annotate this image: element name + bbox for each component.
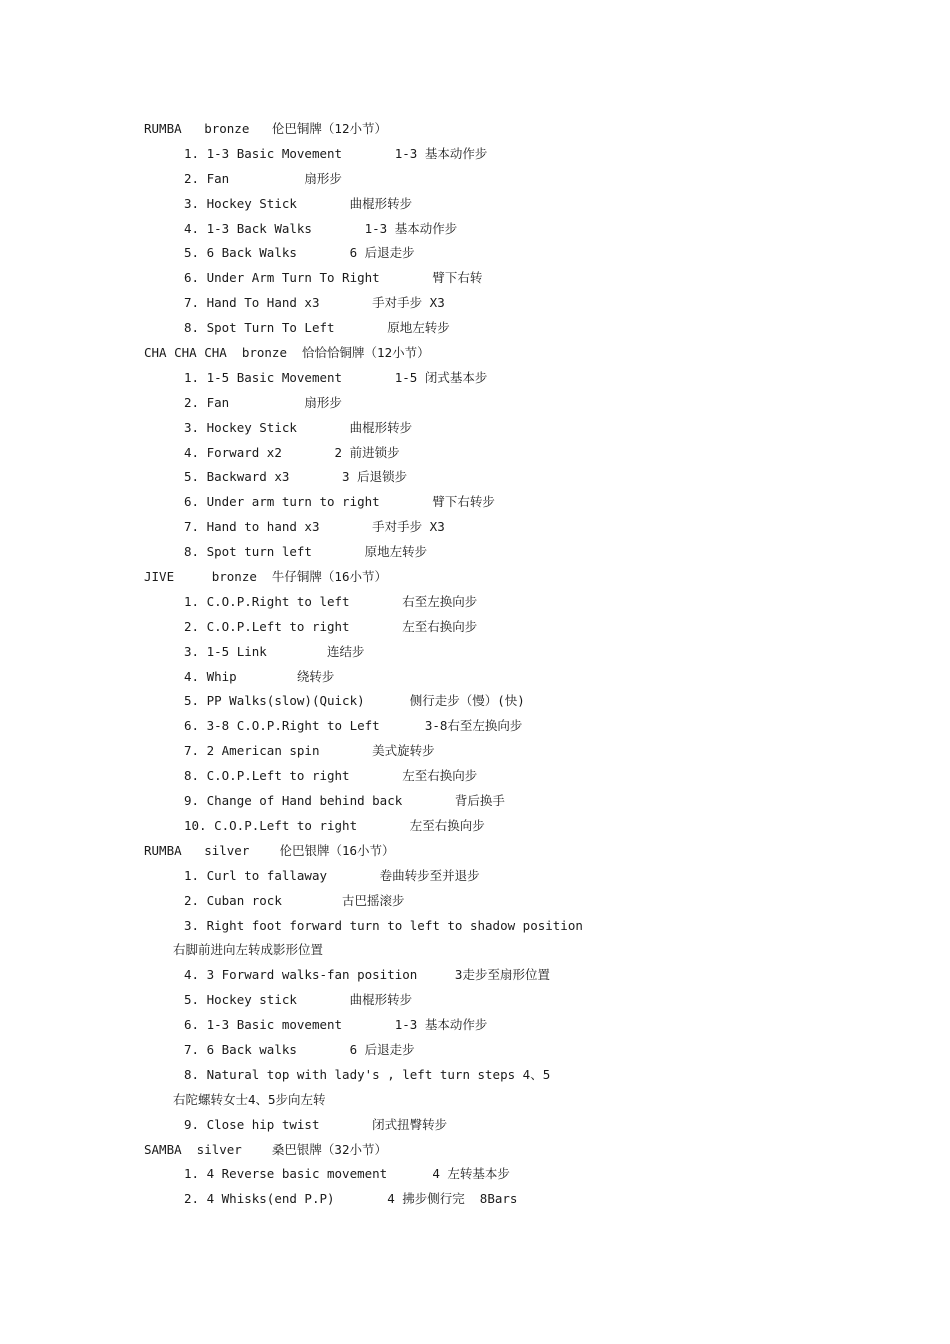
list-item [144, 1113, 904, 1138]
list-item-text: Hockey stick 曲棍形转步 [199, 992, 413, 1008]
list-item-number: 10. [184, 817, 207, 833]
list-item-number: 5. [184, 245, 200, 261]
list-item [144, 864, 904, 889]
list-item [144, 665, 904, 690]
list-item-text: 2 American spin 美式旋转步 [199, 743, 435, 759]
list-item-number: 8. [184, 544, 200, 560]
list-item-text: 1-5 Basic Movement 1-5 闭式基本步 [199, 369, 488, 385]
list-item-text: Fan 扇形步 [199, 170, 342, 186]
list-item-number: 1. [184, 1166, 200, 1182]
list-item [144, 590, 904, 615]
list-item-text: 4 Reverse basic movement 4 左转基本步 [199, 1166, 510, 1182]
list-item [144, 241, 904, 266]
list-item-text: C.O.P.Right to left 右至左换向步 [199, 593, 478, 609]
list-item [144, 266, 904, 291]
list-item-number: 5. [184, 469, 200, 485]
list-item-text: Hockey Stick 曲棍形转步 [199, 419, 413, 435]
list-item-text: 3-8 C.O.P.Right to Left 3-8右至左换向步 [199, 718, 523, 734]
list-item-number: 5. [184, 693, 200, 709]
list-item-text: Cuban rock 古巴摇滚步 [199, 892, 405, 908]
list-item-number: 9. [184, 1116, 200, 1132]
list-item-continuation: 右脚前进向左转成影形位置 [173, 942, 324, 958]
list-item-text: Hand To Hand x3 手对手步 X3 [199, 295, 445, 311]
list-item-number: 2. [184, 618, 200, 634]
list-item [144, 416, 904, 441]
list-item [144, 814, 904, 839]
list-item [144, 789, 904, 814]
list-item [144, 764, 904, 789]
list-item [144, 490, 904, 515]
list-item-number: 2. [184, 394, 200, 410]
list-item-number: 7. [184, 519, 200, 535]
list-item [144, 316, 904, 341]
list-item [144, 540, 904, 565]
list-item [144, 366, 904, 391]
list-item-number: 3. [184, 195, 200, 211]
list-item-number: 9. [184, 793, 200, 809]
list-item [144, 739, 904, 764]
list-item [144, 689, 904, 714]
list-item-number: 4. [184, 967, 200, 983]
list-item-text: 3 Forward walks-fan position 3走步至扇形位置 [199, 967, 550, 983]
list-item-number: 8. [184, 320, 200, 336]
list-item-text: Forward x2 2 前进锁步 [199, 444, 400, 460]
document-page [144, 117, 904, 1212]
list-item-number: 1. [184, 593, 200, 609]
list-item-number: 6. [184, 718, 200, 734]
section-heading: SAMBA silver 桑巴银牌（32小节） [144, 1141, 387, 1157]
list-item-number: 7. [184, 743, 200, 759]
list-item-number: 1. [184, 145, 200, 161]
list-item [144, 1187, 904, 1212]
list-item-text: C.O.P.Left to right 左至右换向步 [199, 618, 478, 634]
list-item-text: 6 Back Walks 6 后退走步 [199, 245, 415, 261]
list-item-number: 1. [184, 369, 200, 385]
list-item-text: PP Walks(slow)(Quick) 侧行走步（慢）(快) [199, 693, 525, 709]
list-item-text: Change of Hand behind back 背后换手 [199, 793, 505, 809]
list-item [144, 1038, 904, 1063]
list-item-text: Under Arm Turn To Right 臂下右转 [199, 270, 483, 286]
list-item-number: 2. [184, 892, 200, 908]
list-item [144, 291, 904, 316]
list-item [144, 714, 904, 739]
section-heading: RUMBA silver 伦巴银牌（16小节） [144, 842, 395, 858]
list-item [144, 615, 904, 640]
list-item [144, 391, 904, 416]
list-item-number: 6. [184, 494, 200, 510]
list-item-text: 1-3 Basic movement 1-3 基本动作步 [199, 1017, 488, 1033]
list-item [144, 914, 904, 939]
list-item [144, 515, 904, 540]
list-item-number: 7. [184, 1041, 200, 1057]
list-item [144, 1013, 904, 1038]
list-item-text: Right foot forward turn to left to shadow position [199, 917, 583, 933]
list-item-number: 3. [184, 917, 200, 933]
list-item [144, 441, 904, 466]
list-item-text: C.O.P.Left to right 左至右换向步 [199, 768, 478, 784]
list-item [144, 465, 904, 490]
list-item [144, 963, 904, 988]
list-item-text: 1-3 Back Walks 1-3 基本动作步 [199, 220, 458, 236]
list-item-number: 2. [184, 170, 200, 186]
list-item-text: Under arm turn to right 臂下右转步 [199, 494, 495, 510]
list-item-text: Curl to fallaway 卷曲转步至并退步 [199, 867, 480, 883]
list-item-text: Backward x3 3 后退锁步 [199, 469, 408, 485]
list-item-number: 4. [184, 668, 200, 684]
list-item-text: Whip 绕转步 [199, 668, 335, 684]
section-heading: JIVE bronze 牛仔铜牌（16小节） [144, 569, 387, 585]
list-item-number: 7. [184, 295, 200, 311]
list-item-number: 8. [184, 1066, 200, 1082]
list-item-text: Close hip twist 闭式扭臀转步 [199, 1116, 448, 1132]
list-item-number: 4. [184, 220, 200, 236]
list-item [144, 217, 904, 242]
list-item [144, 142, 904, 167]
list-item-text: 1-5 Link 连结步 [199, 643, 365, 659]
list-item-number: 1. [184, 867, 200, 883]
list-item-number: 5. [184, 992, 200, 1008]
list-item-text: 4 Whisks(end P.P) 4 拂步侧行完 8Bars [199, 1191, 518, 1207]
list-item-text: C.O.P.Left to right 左至右换向步 [206, 817, 485, 833]
list-item-number: 3. [184, 419, 200, 435]
list-item-text: 1-3 Basic Movement 1-3 基本动作步 [199, 145, 488, 161]
list-item [144, 167, 904, 192]
list-item [144, 1063, 904, 1088]
list-item-number: 6. [184, 1017, 200, 1033]
list-item-text: Natural top with lady's , left turn steps 4、5 [199, 1066, 551, 1082]
section-heading: RUMBA bronze 伦巴铜牌（12小节） [144, 121, 387, 136]
list-item [144, 192, 904, 217]
list-item [144, 1162, 904, 1187]
list-item-text: Spot Turn To Left 原地左转步 [199, 320, 450, 336]
list-item-number: 8. [184, 768, 200, 784]
list-item-number: 3. [184, 643, 200, 659]
list-item-number: 6. [184, 270, 200, 286]
list-item-text: Spot turn left 原地左转步 [199, 544, 428, 560]
list-item-number: 2. [184, 1191, 200, 1207]
list-item-text: Fan 扇形步 [199, 394, 342, 410]
list-item-text: Hockey Stick 曲棍形转步 [199, 195, 413, 211]
list-item [144, 889, 904, 914]
list-item-continuation: 右陀螺转女士4、5步向左转 [173, 1091, 326, 1107]
list-item-text: 6 Back walks 6 后退走步 [199, 1041, 415, 1057]
list-item [144, 640, 904, 665]
section-heading: CHA CHA CHA bronze 恰恰恰铜牌（12小节） [144, 345, 430, 361]
list-item [144, 988, 904, 1013]
list-item-number: 4. [184, 444, 200, 460]
list-item-text: Hand to hand x3 手对手步 X3 [199, 519, 445, 535]
